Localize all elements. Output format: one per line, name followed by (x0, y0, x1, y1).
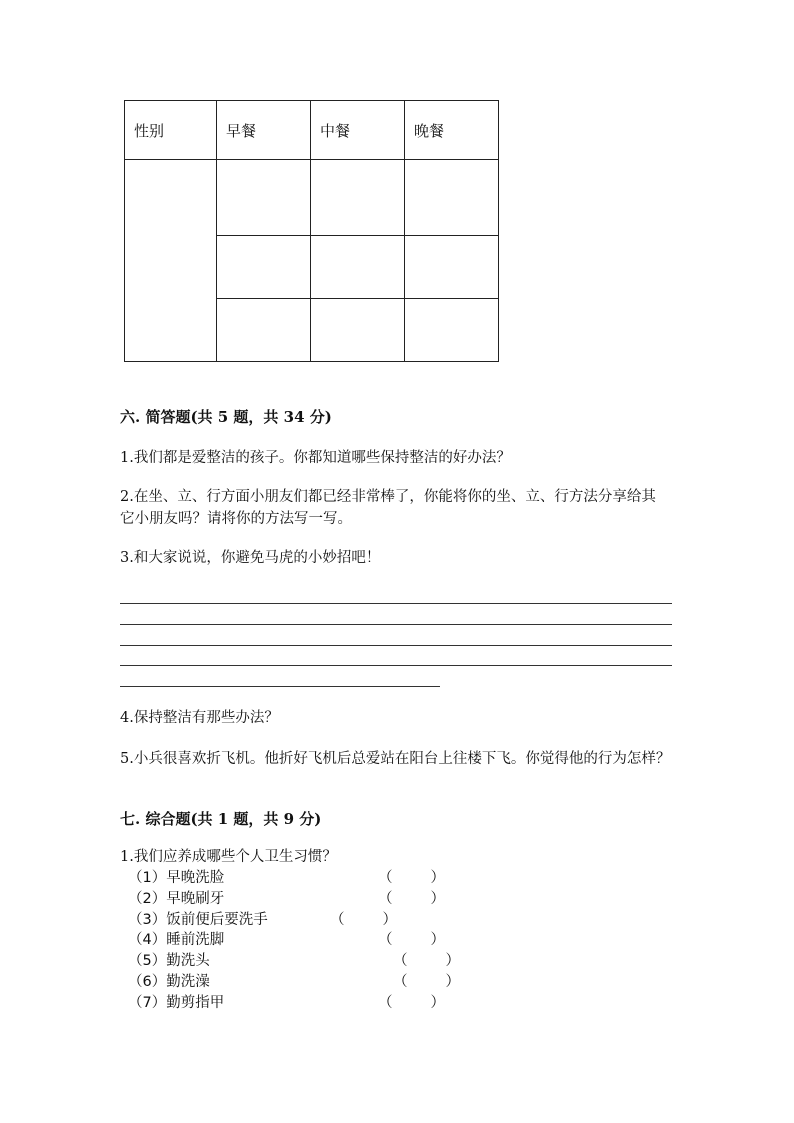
open-paren: （ (393, 953, 408, 969)
gender-cell[interactable] (125, 160, 217, 362)
close-paren: ） (430, 891, 445, 907)
section7-title: 七. 综合题(共 1 题，共 9 分) (120, 810, 322, 828)
close-paren: ） (445, 953, 460, 969)
question-text: 我们应养成哪些个人卫生习惯？ (133, 849, 337, 865)
question-text: 和大家说说，你避免马虎的小妙招吧！ (133, 550, 381, 566)
question-text: 我们都是爱整洁的孩子。你都知道哪些保持整洁的好办法？ (133, 450, 511, 466)
question-6-2 (120, 486, 668, 530)
habit-item: （5）勤洗头 (128, 953, 210, 969)
open-paren: （ (330, 912, 345, 928)
habit-item: （2）早晚刷牙 (128, 891, 225, 907)
habit-item: （4）睡前洗脚 (128, 932, 225, 948)
table-cell[interactable] (405, 160, 499, 236)
header-lunch: 中餐 (311, 101, 405, 160)
answer-line[interactable] (120, 665, 672, 666)
table-cell[interactable] (405, 236, 499, 299)
header-dinner: 晚餐 (405, 101, 499, 160)
question-number: 1. (120, 849, 134, 865)
answer-blank[interactable] (393, 951, 460, 971)
header-breakfast: 早餐 (217, 101, 311, 160)
table-cell[interactable] (217, 236, 311, 299)
answer-line[interactable] (120, 624, 672, 625)
answer-line[interactable] (120, 686, 440, 687)
question-6-1 (120, 447, 680, 469)
question-number: 1. (120, 450, 134, 466)
close-paren: ） (430, 995, 445, 1011)
close-paren: ） (445, 974, 460, 990)
meal-table (124, 100, 499, 362)
habit-item: （3）饭前便后要洗手 (128, 912, 268, 928)
close-paren: ） (430, 932, 445, 948)
answer-blank[interactable] (330, 910, 397, 930)
table-cell[interactable] (217, 299, 311, 362)
question-number: 4. (120, 710, 134, 726)
question-number: 2. (120, 489, 134, 505)
question-6-3 (120, 547, 680, 569)
open-paren: （ (378, 891, 393, 907)
question-number: 3. (120, 550, 134, 566)
answer-blank[interactable] (378, 868, 445, 888)
open-paren: （ (378, 932, 393, 948)
habit-item: （1）早晚洗脸 (128, 870, 225, 886)
habit-item: （7）勤剪指甲 (128, 995, 225, 1011)
close-paren: ） (382, 912, 397, 928)
close-paren: ） (430, 870, 445, 886)
answer-blank[interactable] (378, 930, 445, 950)
answer-blank[interactable] (378, 889, 445, 909)
question-7-1 (120, 846, 680, 868)
question-number: 5. (120, 751, 134, 767)
table-row (125, 160, 499, 236)
table-cell[interactable] (311, 160, 405, 236)
question-6-5 (120, 748, 672, 770)
table-cell[interactable] (311, 236, 405, 299)
table-header-row (125, 101, 499, 160)
header-gender: 性别 (125, 101, 217, 160)
section6-title: 六. 简答题(共 5 题，共 34 分) (120, 408, 332, 426)
table-cell[interactable] (217, 160, 311, 236)
answer-line[interactable] (120, 603, 672, 604)
question-text: 保持整洁有那些办法？ (133, 710, 279, 726)
habit-item: （6）勤洗澡 (128, 974, 210, 990)
open-paren: （ (393, 974, 408, 990)
question-text: 小兵很喜欢折飞机。他折好飞机后总爱站在阳台上往楼下飞。你觉得他的行为怎样？ (133, 751, 671, 767)
answer-blank[interactable] (393, 972, 460, 992)
question-6-4 (120, 707, 680, 729)
answer-blank[interactable] (378, 993, 445, 1013)
table-cell[interactable] (405, 299, 499, 362)
table-cell[interactable] (311, 299, 405, 362)
open-paren: （ (378, 870, 393, 886)
open-paren: （ (378, 995, 393, 1011)
answer-line[interactable] (120, 645, 672, 646)
question-text: 在坐、立、行方面小朋友们都已经非常棒了，你能将你的坐、立、行方法分享给其它小朋友吗？请将你的方法写一写。 (120, 489, 656, 527)
